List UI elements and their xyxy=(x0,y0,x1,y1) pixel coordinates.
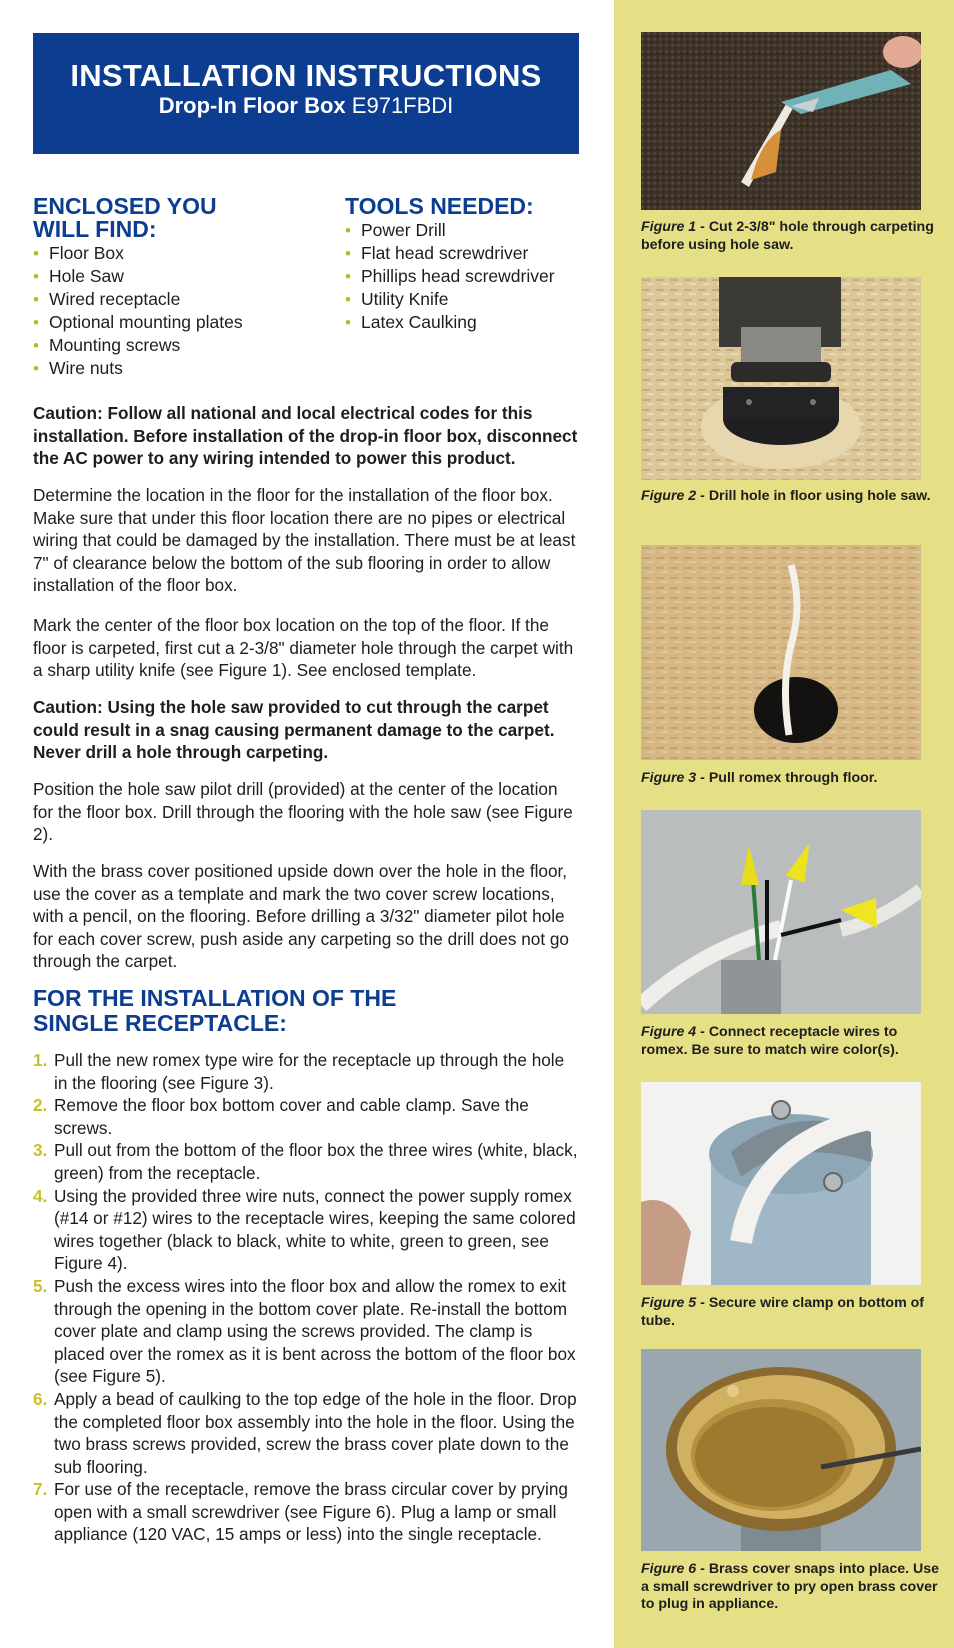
tools-list xyxy=(345,219,605,334)
figure-5-caption: Figure 5 - Secure wire clamp on bottom of tube. xyxy=(641,1295,925,1329)
enclosed-list xyxy=(33,242,323,380)
list-item: 4. Using the provided three wire nuts, connect the power supply romex (#14 or #12) wires to the receptacle wires, keeping the same colored wires together (black to black, white to white, green to green, see Figure 4). xyxy=(33,1185,576,1274)
figure-6-photo xyxy=(641,1349,921,1551)
product-subtitle xyxy=(33,93,579,119)
list-item: 7. For use of the receptacle, remove the brass circular cover by prying open with a small screwdriver (see Figure 6). Plug a lamp or small appliance (120 VAC, 15 amps or less) into the single receptacle. xyxy=(33,1479,568,1545)
figure-2-photo xyxy=(641,277,921,480)
romex-through-floor-image xyxy=(641,545,921,760)
figure-6-caption: Figure 6 - Brass cover snaps into place. Use a small screwdriver to pry open brass cover to plug in appliance. xyxy=(641,1561,940,1612)
list-item: • Hole Saw xyxy=(33,266,124,286)
list-item: • Mounting screws xyxy=(33,335,181,355)
paragraph-cover-template: With the brass cover positioned upside down over the hole in the floor, use the cover as a template and mark the two cover screw locations, with a pencil, on the flooring. Before drilling a 3/32" diameter pilot hole for each cover screw, push aside any carpeting so the drill does not go through the carpet. xyxy=(33,861,569,972)
list-item: • Wire nuts xyxy=(33,358,123,378)
list-item: 2. Remove the floor box bottom cover and cable clamp. Save the screws. xyxy=(33,1095,529,1138)
figure-1-caption: Figure 1 - Cut 2-3/8" hole through carpeting before using hole saw. xyxy=(641,219,934,253)
tools-heading: TOOLS NEEDED: xyxy=(345,193,534,219)
list-item: 6. Apply a bead of caulking to the top edge of the hole in the floor. Drop the completed floor box assembly into the hole in the floor. Using the two brass screws provided, screw the brass cover plate down to the sub flooring. xyxy=(33,1388,577,1477)
list-item: • Optional mounting plates xyxy=(33,312,243,332)
drill-hole-saw-image xyxy=(641,277,921,480)
list-item: 5. Push the excess wires into the floor box and allow the romex to exit through the opening in the bottom cover plate. Re-install the bottom cover plate and clamp using the screws provided. The clamp is placed over the romex as it is bent across the bottom of the floor box (see Figure 5). xyxy=(33,1275,576,1387)
figure-4-caption: Figure 4 - Connect receptacle wires to romex. Be sure to match wire color(s). xyxy=(641,1024,899,1058)
caution-codes: Caution: Follow all national and local electrical codes for this installation. Before installation of the drop-in floor box, disconnect the AC power to any wiring intended to power this product. xyxy=(33,403,578,469)
paragraph-drill: Position the hole saw pilot drill (provided) at the center of the location for the floor box. Drill through the flooring with the hole saw (see Figure 2). xyxy=(33,779,573,845)
figure-1-photo xyxy=(641,32,921,210)
brass-cover-image xyxy=(641,1349,921,1551)
list-item: • Utility Knife xyxy=(345,289,449,309)
paragraph-mark-center: Mark the center of the floor box location on the top of the floor. If the floor is carpeted, first cut a 2-3/8" diameter hole through the carpet with a sharp utility knife (see Figure 1). See enclosed template. xyxy=(33,615,574,681)
list-item: • Phillips head screwdriver xyxy=(345,266,555,286)
paragraph-location: Determine the location in the floor for the installation of the floor box. Make sure that under this floor location there are no pipes or electrical wiring that could be damaged by the installation. There must be at least 7" of clearance below the bottom of the sub flooring in order to allow installation of the floor box. xyxy=(33,485,576,596)
single-receptacle-heading: FOR THE INSTALLATION OF THE SINGLE RECEPTACLE: xyxy=(33,985,397,1036)
list-item: • Wired receptacle xyxy=(33,289,181,309)
list-item: • Power Drill xyxy=(345,220,446,240)
list-item: • Flat head screwdriver xyxy=(345,243,529,263)
carpet-cut-image xyxy=(641,32,921,210)
installation-steps xyxy=(33,1049,581,1546)
figure-4-photo xyxy=(641,810,921,1014)
figure-2-caption: Figure 2 - Drill hole in floor using hole saw. xyxy=(641,488,931,504)
list-item: 3. Pull out from the bottom of the floor box the three wires (white, black, green) from the receptacle. xyxy=(33,1140,578,1183)
page-title: INSTALLATION INSTRUCTIONS xyxy=(70,58,542,93)
list-item: 1. Pull the new romex type wire for the receptacle up through the hole in the flooring (see Figure 3). xyxy=(33,1050,565,1093)
list-item: • Latex Caulking xyxy=(345,312,477,332)
wire-clamp-image xyxy=(641,1082,921,1285)
figure-3-photo xyxy=(641,545,921,760)
enclosed-heading: ENCLOSED YOU WILL FIND: xyxy=(33,193,217,242)
wire-nuts-image xyxy=(641,810,921,1014)
figure-3-caption: Figure 3 - Pull romex through floor. xyxy=(641,770,878,786)
tools-section xyxy=(345,195,605,334)
figure-5-photo xyxy=(641,1082,921,1285)
list-item: • Floor Box xyxy=(33,243,124,263)
enclosed-section xyxy=(33,195,323,380)
caution-carpet: Caution: Using the hole saw provided to cut through the carpet could result in a snag causing permanent damage to the carpet. Never drill a hole through carpeting. xyxy=(33,697,555,763)
product-name: Drop-In Floor Box xyxy=(158,93,346,118)
model-number: E971FBDI xyxy=(351,93,454,118)
title-banner xyxy=(33,33,579,154)
